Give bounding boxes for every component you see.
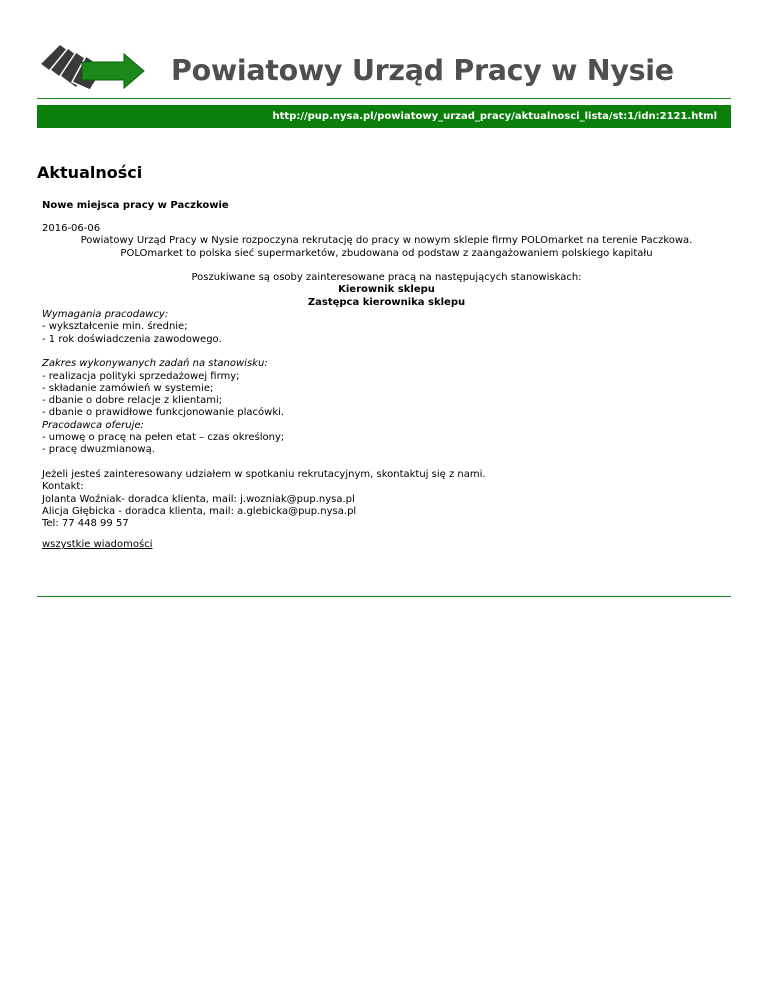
site-title: Powiatowy Urząd Pracy w Nysie [171,54,674,87]
article-date: 2016-06-06 [42,223,101,234]
contact-label: Kontakt: [42,481,84,493]
seeking-text: Poszukiwane są osoby zainteresowane pracą na następujących stanowiskach: [191,272,582,284]
position-item: Kierownik sklepu [338,284,435,296]
header-divider [37,98,731,99]
duty-item: - dbanie o dobre relacje z klientami; [42,395,223,407]
intro-line: POLOmarket to polska sieć supermarketów, zbudowana od podstaw z zaangażowaniem polskiego kapitału [120,247,653,259]
contact-line: Tel: 77 448 99 57 [42,518,129,530]
contact-line: Jolanta Woźniak- doradca klienta, mail: j.wozniak@pup.nysa.pl [42,493,355,505]
documents-arrow-logo [38,42,146,90]
article-body [42,223,731,552]
duty-item: - realizacja polityki sprzedażowej firmy; [42,370,240,382]
footer-divider [37,596,731,597]
duty-item: - składanie zamówień w systemie; [42,382,214,394]
requirement-item: - 1 rok doświadczenia zawodowego. [42,333,222,345]
offer-item: - pracę dwuzmianową. [42,444,155,456]
section-title: Aktualności [37,163,143,182]
offer-heading: Pracodawca oferuje: [42,419,144,431]
duty-item: - dbanie o prawidłowe funkcjonowanie placówki. [42,407,285,419]
requirement-item: - wykształcenie min. średnie; [42,321,188,333]
duties-heading: Zakres wykonywanych zadań na stanowisku: [42,358,268,370]
page-url-bar: http://pup.nysa.pl/powiatowy_urzad_pracy/aktualnosci_lista/st:1/idn:2121.html [37,105,731,128]
position-item: Zastępca kierownika sklepu [307,296,466,308]
offer-item: - umowę o pracę na pełen etat – czas określony; [42,432,285,444]
requirements-heading: Wymagania pracodawcy: [42,309,169,321]
contact-intro: Jeżeli jesteś zainteresowany udziałem w spotkaniu rekrutacyjnym, skontaktuj się z nami. [42,468,486,480]
contact-line: Alicja Głębicka - doradca klienta, mail: a.glebicka@pup.nysa.pl [42,505,357,517]
intro-line: Powiatowy Urząd Pracy w Nysie rozpoczyna rekrutację do pracy w nowym sklepie firmy POLOmarket na terenie Paczkowa. [80,235,693,247]
all-news-link[interactable]: wszystkie wiadomości [42,539,153,551]
article-title: Nowe miejsca pracy w Paczkowie [42,200,229,211]
